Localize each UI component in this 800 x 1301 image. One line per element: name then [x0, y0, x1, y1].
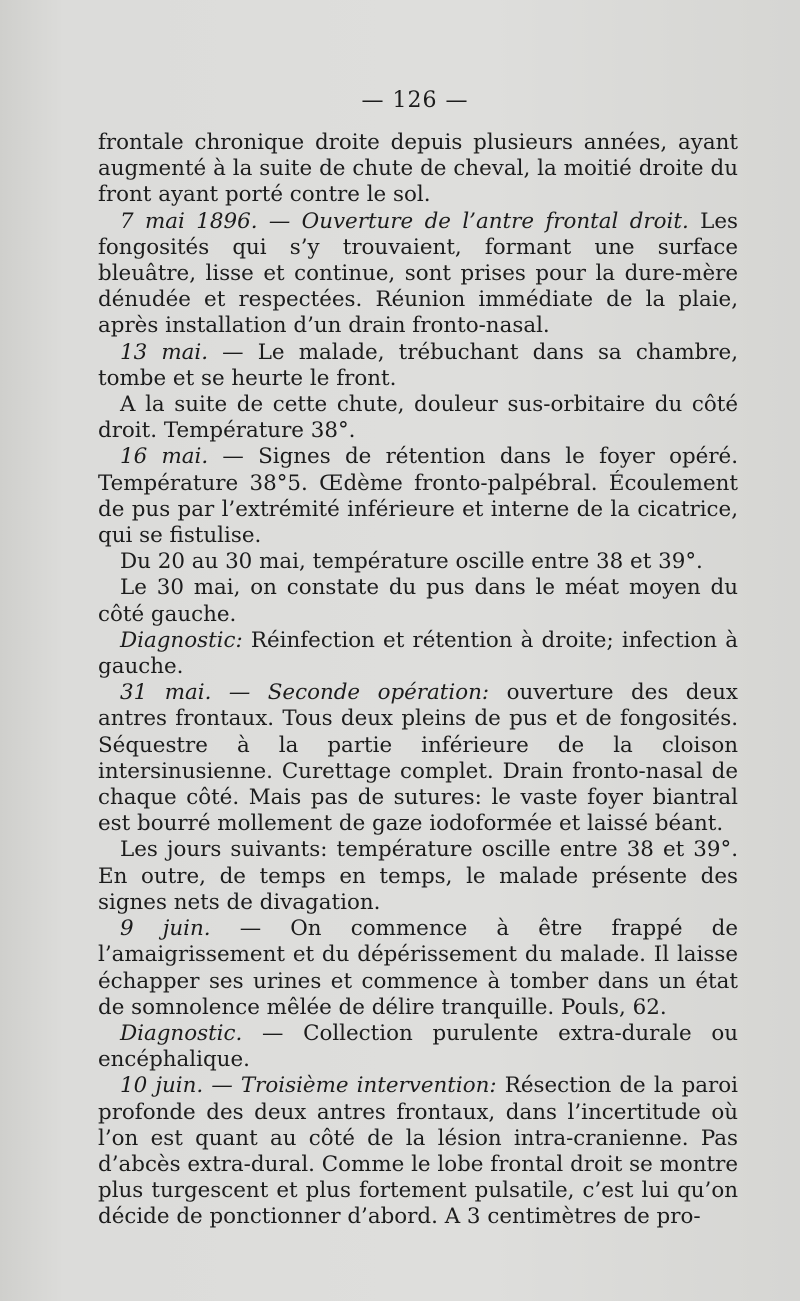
- paragraph-lead: 13 mai.: [120, 339, 209, 365]
- page-number: — 126 —: [361, 88, 469, 113]
- paragraph-text: Du 20 au 30 mai, température oscille entre 38 et 39°.: [120, 549, 703, 575]
- paragraph-text: Les jours suivants: température oscille entre 38 et 39°. En outre, de temps en temps, le malade présente des signes nets de divagation.: [98, 837, 738, 915]
- paragraph: [98, 916, 738, 1021]
- paragraph-text: Réinfection et rétention à droite; infection à gauche.: [98, 627, 738, 680]
- paragraph-lead: 16 mai.: [120, 444, 209, 470]
- paragraph-lead: 10 juin. — Troisième intervention:: [120, 1073, 497, 1099]
- paragraph: [98, 444, 738, 549]
- paragraph-text: Les fongosités qui s’y trouvaient, formant une surface bleuâtre, lisse et continue, sont prises pour la dure-mère dénudée et respectées. Réunion immédiate de la plaie, après installation d’un drain fronto-nasal.: [98, 208, 738, 339]
- paragraph: [98, 575, 738, 627]
- paragraph: [98, 549, 738, 575]
- paragraph: [98, 130, 738, 209]
- paragraph: [98, 837, 738, 916]
- paragraph-text: frontale chronique droite depuis plusieurs années, ayant augmenté à la suite de chute de cheval, la moitié droite du front ayant porté contre le sol.: [98, 130, 738, 208]
- paragraph-lead: 9 juin.: [120, 916, 211, 942]
- paragraph-lead: Diagnostic:: [120, 627, 243, 653]
- paragraph-lead: 31 mai. — Seconde opération:: [120, 680, 490, 706]
- paragraph-text: — Signes de rétention dans le foyer opéré. Température 38°5. Œdème fronto-palpébral. Écoulement de pus par l’extrémité inférieure et interne de la cicatrice, qui se fistulise.: [98, 444, 739, 549]
- paragraph: [98, 209, 738, 340]
- paragraph: [98, 392, 738, 444]
- paragraph: [98, 680, 738, 837]
- paragraph: [98, 340, 738, 392]
- paragraph-text: — On commence à être frappé de l’amaigrissement et du dépérissement du malade. Il laisse échapper ses urines et commence à tomber dans un état de somnolence mêlée de délire tranquille. Pouls, 62.: [98, 916, 738, 1020]
- paragraph: [98, 628, 738, 680]
- paragraph-text: Le 30 mai, on constate du pus dans le méat moyen du côté gauche.: [98, 575, 738, 627]
- body-text: [98, 130, 738, 1231]
- paragraph-lead: Diagnostic.: [120, 1020, 243, 1046]
- paragraph-text: — Le malade, trébuchant dans sa chambre, tombe et se heurte le front.: [98, 339, 738, 391]
- paragraph: [98, 1073, 738, 1230]
- paragraph-text: ouverture des deux antres frontaux. Tous deux pleins de pus et de fongosités. Séquestre à la partie inférieure de la cloison intersinusienne. Curettage complet. Drain fronto-nasal de chaque côté. Mais pas de sutures: le vaste foyer biantral est bourré mollement de gaze iodoformée et laissé béant.: [98, 680, 738, 837]
- paragraph: [98, 1021, 738, 1073]
- paragraph-text: Résection de la paroi profonde des deux antres frontaux, dans l’incertitude où l’on est quant au côté de la lésion intra-cranienne. Pas d’abcès extra-dural. Comme le lobe frontal droit se montre plus turgescent et plus fortement pulsatile, c’est lui qu’on décide de ponctionner d’abord. A 3 centimètres de pro-: [98, 1073, 738, 1230]
- paragraph-text: A la suite de cette chute, douleur sus-orbitaire du côté droit. Température 38°.: [98, 392, 738, 444]
- paragraph-lead: 7 mai 1896. — Ouverture de l’antre frontal droit.: [120, 208, 689, 234]
- paragraph-text: — Collection purulente extra-durale ou encéphalique.: [98, 1020, 738, 1073]
